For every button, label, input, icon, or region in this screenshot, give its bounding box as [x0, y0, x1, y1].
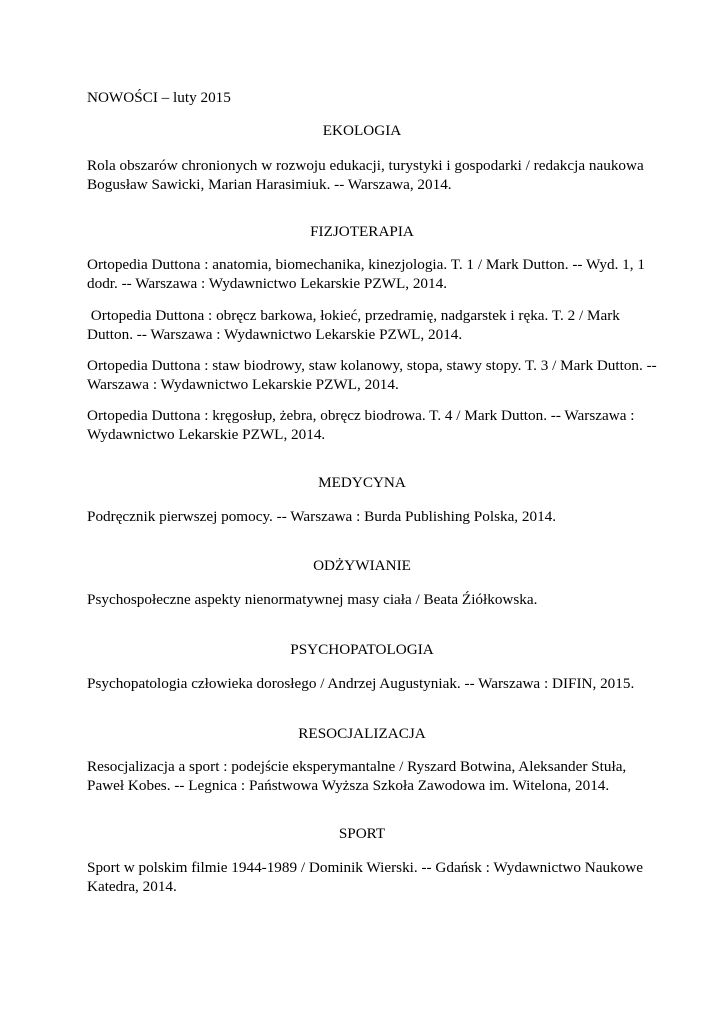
entry-fizjoterapia-4: [87, 406, 647, 444]
entry-fizjoterapia-1: [87, 255, 647, 293]
section-heading-ekologia: EKOLOGIA: [322, 122, 402, 139]
entry-line: Ortopedia Duttona : kręgosłup, żebra, obręcz biodrowa. T. 4 / Mark Dutton. -- Warszawa :: [87, 407, 635, 424]
entry-line: Ortopedia Duttona : staw biodrowy, staw kolanowy, stopa, stawy stopy. T. 3 / Mark Dutton. --: [87, 357, 657, 374]
entry-line: Dutton. -- Warszawa : Wydawnictwo Lekarskie PZWL, 2014.: [87, 326, 463, 343]
entry-line: Sport w polskim filmie 1944-1989 / Dominik Wierski. -- Gdańsk : Wydawnictwo Naukowe: [87, 859, 643, 876]
entry-line: Paweł Kobes. -- Legnica : Państwowa Wyższa Szkoła Zawodowa im. Witelona, 2014.: [87, 777, 610, 794]
section-heading-resocjalizacja: RESOCJALIZACJA: [298, 725, 426, 742]
entry-odzywianie-1: [87, 590, 647, 609]
section-heading-sport: SPORT: [338, 825, 386, 842]
entry-line: Psychospołeczne aspekty nienormatywnej masy ciała / Beata Źiółkowska.: [87, 591, 538, 608]
entry-psychopatologia-1: [87, 674, 647, 693]
entry-medycyna-1: [87, 507, 647, 526]
section-heading-psychopatologia: PSYCHOPATOLOGIA: [290, 641, 434, 658]
entry-line: Ortopedia Duttona : anatomia, biomechanika, kinezjologia. T. 1 / Mark Dutton. -- Wyd. 1, 1: [87, 256, 645, 273]
entry-line: Resocjalizacja a sport : podejście eksperymantalne / Ryszard Botwina, Aleksander Stuła,: [87, 758, 627, 775]
entry-line: Psychopatologia człowieka dorosłego / Andrzej Augustyniak. -- Warszawa : DIFIN, 2015.: [87, 675, 635, 692]
entry-line: Wydawnictwo Lekarskie PZWL, 2014.: [87, 426, 326, 443]
document-title: NOWOŚCI – luty 2015: [87, 89, 231, 106]
entry-resocjalizacja-1: [87, 757, 647, 795]
entry-ekologia-1: [87, 156, 647, 194]
entry-fizjoterapia-2: [87, 306, 647, 344]
section-heading-odzywianie: ODŻYWIANIE: [313, 557, 411, 574]
entry-line: Rola obszarów chronionych w rozwoju edukacji, turystyki i gospodarki / redakcja naukowa: [87, 157, 644, 174]
section-heading-medycyna: MEDYCYNA: [318, 474, 406, 491]
entry-line: Podręcznik pierwszej pomocy. -- Warszawa : Burda Publishing Polska, 2014.: [87, 508, 557, 525]
entry-line: Bogusław Sawicki, Marian Harasimiuk. -- Warszawa, 2014.: [87, 176, 452, 193]
entry-line: Ortopedia Duttona : obręcz barkowa, łokieć, przedramię, nadgarstek i ręka. T. 2 / Mark: [87, 307, 620, 324]
entry-line: Warszawa : Wydawnictwo Lekarskie PZWL, 2014.: [87, 376, 399, 393]
entry-fizjoterapia-3: [87, 356, 657, 394]
entry-line: Katedra, 2014.: [87, 878, 177, 895]
entry-sport-1: [87, 858, 647, 896]
entry-line: dodr. -- Warszawa : Wydawnictwo Lekarskie PZWL, 2014.: [87, 275, 448, 292]
section-heading-fizjoterapia: FIZJOTERAPIA: [310, 223, 414, 240]
